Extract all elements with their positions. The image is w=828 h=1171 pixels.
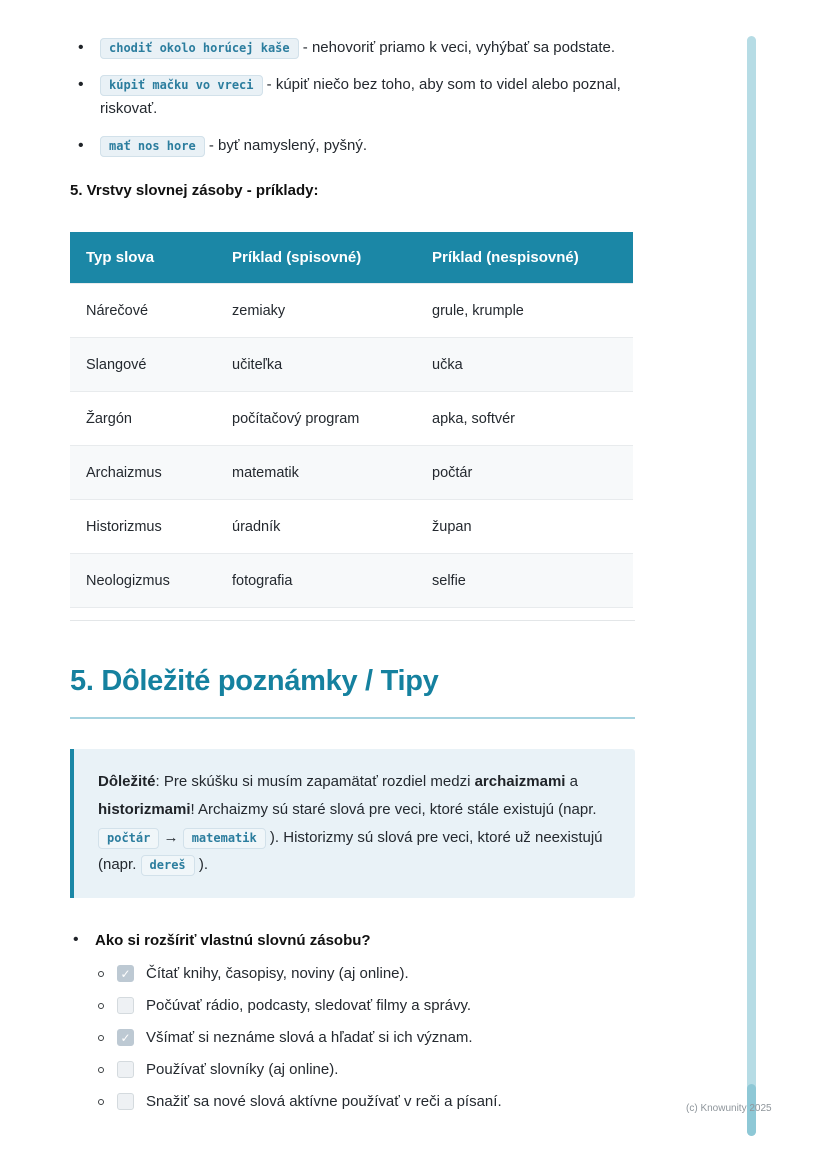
table-row [70, 338, 633, 392]
table-cell: Žargón [70, 392, 216, 446]
circle-bullet-icon [98, 1003, 104, 1009]
table-cell: učiteľka [216, 338, 416, 392]
table-cell: Nárečové [70, 284, 216, 338]
idiom-code-chip: kúpiť mačku vo vreci [100, 75, 263, 96]
checklist-label: Čítať knihy, časopisy, noviny (aj online). [146, 965, 409, 982]
checkbox-unchecked-icon [117, 997, 134, 1014]
circle-bullet-icon [98, 1099, 104, 1105]
circle-bullet-icon [98, 1067, 104, 1073]
vocab-table-head [70, 232, 633, 284]
checklist-label: Všímať si neznáme slová a hľadať si ich význam. [146, 1029, 473, 1046]
table-cell: selfie [416, 554, 633, 608]
callout-inline-code: počtár [98, 828, 159, 849]
vocab-expansion-section [70, 930, 635, 1110]
callout-text: Dôležité: Pre skúšku si musím zapamätať rozdiel medzi archaizmami a historizmami! Archaizmy sú staré slová pre veci, ktoré stále existujú (napr. počtár → matematik ). Historizmy sú slová pre veci, ktoré už neexistujú (napr. dereš ). [98, 768, 609, 879]
table-cell: matematik [216, 446, 416, 500]
section-divider [70, 620, 635, 621]
table-cell: počtár [416, 446, 633, 500]
table-header-row [70, 232, 633, 284]
table-cell: zemiaky [216, 284, 416, 338]
vocab-table [70, 232, 633, 608]
idiom-item [70, 73, 635, 121]
table-cell: grule, krumple [416, 284, 633, 338]
tips-heading: 5. Dôležité poznámky / Tipy [70, 665, 635, 719]
idiom-code-chip: mať nos hore [100, 136, 205, 157]
checklist-item [98, 997, 635, 1014]
checklist-item [98, 965, 635, 982]
section-heading-vrstvy: 5. Vrstvy slovnej zásoby - príklady: [70, 182, 319, 199]
table-header-cell: Príklad (nespisovné) [416, 232, 633, 284]
circle-bullet-icon [98, 971, 104, 977]
idiom-definition: - nehovoriť priamo k veci, vyhýbať sa podstate. [298, 39, 616, 56]
table-header-cell: Typ slova [70, 232, 216, 284]
table-row [70, 500, 633, 554]
table-row [70, 392, 633, 446]
table-row [70, 284, 633, 338]
table-cell: učka [416, 338, 633, 392]
checkbox-unchecked-icon [117, 1093, 134, 1110]
table-cell: Historizmus [70, 500, 216, 554]
checklist-item [98, 1061, 635, 1078]
document-content [70, 36, 635, 1125]
table-row [70, 446, 633, 500]
checklist-label: Snažiť sa nové slová aktívne používať v reči a písaní. [146, 1093, 502, 1110]
checklist-question: Ako si rozšíriť vlastnú slovnú zásobu? [95, 932, 371, 949]
callout-inline-code: matematik [183, 828, 266, 849]
callout-inline-code: dereš [141, 855, 195, 876]
idiom-definition: - kúpiť niečo bez toho, aby som to videl alebo poznal, riskovať. [100, 76, 621, 117]
table-cell: úradník [216, 500, 416, 554]
callout-bold-text: historizmami [98, 800, 191, 818]
table-cell: Neologizmus [70, 554, 216, 608]
idiom-code-chip: chodiť okolo horúcej kaše [100, 38, 299, 59]
vocab-table-body [70, 284, 633, 608]
copyright-watermark: (c) Knowunity 2025 [686, 1103, 772, 1114]
checklist-item [98, 1093, 635, 1110]
idiom-item [70, 134, 635, 158]
callout-bold-text: archaizmami [474, 773, 566, 790]
table-cell: Archaizmus [70, 446, 216, 500]
idiom-definition: - byť namyslený, pyšný. [204, 137, 368, 154]
table-cell: fotografia [216, 554, 416, 608]
checklist-label: Používať slovníky (aj online). [146, 1061, 339, 1078]
table-cell: počítačový program [216, 392, 416, 446]
checklist-item [98, 1029, 635, 1046]
checklist-label: Počúvať rádio, podcasty, sledovať filmy a správy. [146, 997, 472, 1014]
checkbox-checked-icon [117, 1029, 134, 1046]
idiom-list [70, 36, 635, 158]
checkbox-unchecked-icon [117, 1061, 134, 1078]
checklist [70, 965, 635, 1110]
circle-bullet-icon [98, 1035, 104, 1041]
idiom-item [70, 36, 635, 60]
table-cell: apka, softvér [416, 392, 633, 446]
table-row [70, 554, 633, 608]
checkbox-checked-icon [117, 965, 134, 982]
important-callout [70, 749, 635, 898]
table-header-cell: Príklad (spisovné) [216, 232, 416, 284]
callout-bold-text: Dôležité [98, 773, 156, 790]
checklist-question-row [70, 930, 635, 952]
table-cell: Slangové [70, 338, 216, 392]
table-cell: župan [416, 500, 633, 554]
scrollbar-track[interactable] [747, 36, 756, 1136]
